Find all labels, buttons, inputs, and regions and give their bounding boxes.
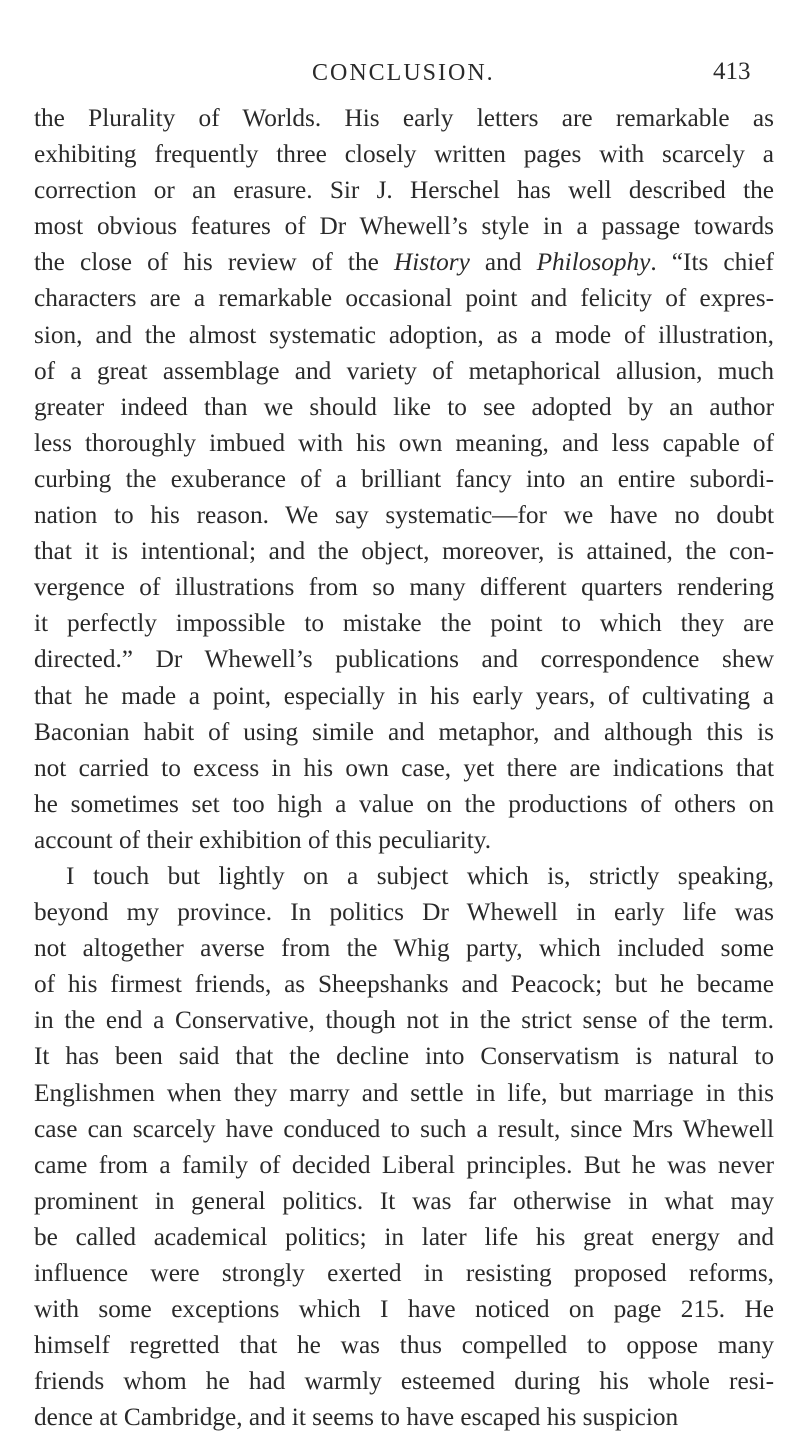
text-line: the Plurality of Worlds. His early letters are remarkable as bbox=[34, 104, 774, 132]
text-line: in the end a Conservative, though not in the strict sense of the term. bbox=[34, 1006, 774, 1035]
text-line: Englishmen when they marry and settle in life, but marriage in this bbox=[34, 1078, 774, 1107]
text-segment: . “Its chief bbox=[650, 248, 774, 277]
text-line: correction or an erasure. Sir J. Herschel has well described the bbox=[34, 176, 774, 205]
text-line: he sometimes set too high a value on the productions of others on bbox=[34, 789, 774, 818]
text-line: came from a family of decided Liberal principles. But he was never bbox=[34, 1150, 774, 1179]
text-line: of his firmest friends, as Sheepshanks and Peacock; but he became bbox=[34, 970, 774, 999]
text-line: with some exceptions which I have noticed on page 215. He bbox=[34, 1295, 774, 1324]
text-line: not carried to excess in his own case, yet there are indications that bbox=[34, 753, 774, 782]
text-line: nation to his reason. We say systematic—for we have no doubt bbox=[34, 501, 774, 530]
text-line: himself regretted that he was thus compelled to oppose many bbox=[34, 1331, 774, 1360]
text-line: prominent in general politics. It was far otherwise in what may bbox=[34, 1186, 774, 1215]
text-line: case can scarcely have conduced to such a result, since Mrs Whewell bbox=[34, 1114, 774, 1143]
text-line: exhibiting frequently three closely written pages with scarcely a bbox=[34, 140, 774, 169]
text-line: account of their exhibition of this peculiarity. bbox=[34, 825, 492, 854]
running-title: CONCLUSION. bbox=[312, 60, 495, 86]
text-line: I touch but lightly on a subject which is, strictly speaking, bbox=[66, 861, 774, 890]
text-line: dence at Cambridge, and it seems to have escaped his suspicion bbox=[34, 1403, 679, 1432]
text-line: curbing the exuberance of a brilliant fancy into an entire subordi- bbox=[34, 464, 774, 493]
text-line: not altogether averse from the Whig party, which included some bbox=[34, 934, 774, 963]
text-line: of a great assemblage and variety of metaphorical allusion, much bbox=[34, 356, 774, 385]
text-segment: the close of his review of the bbox=[34, 248, 394, 277]
text-line: sion, and the almost systematic adoption, as a mode of illustration, bbox=[34, 320, 774, 349]
text-line: less thoroughly imbued with his own meaning, and less capable of bbox=[34, 428, 774, 457]
text-line: beyond my province. In politics Dr Whewell in early life was bbox=[34, 898, 774, 927]
text-line: vergence of illustrations from so many different quarters rendering bbox=[34, 573, 774, 602]
text-line: Baconian habit of using simile and metaphor, and although this is bbox=[34, 717, 774, 746]
text-line: it perfectly impossible to mistake the point to which they are bbox=[34, 609, 774, 638]
italic-title: Philosophy bbox=[536, 248, 651, 277]
page-number: 413 bbox=[713, 58, 751, 85]
text-line: be called academical politics; in later life his great energy and bbox=[34, 1222, 774, 1251]
text-line: greater indeed than we should like to see adopted by an author bbox=[34, 392, 774, 421]
text-segment: and bbox=[469, 248, 537, 277]
body-text bbox=[34, 100, 774, 1435]
text-line: most obvious features of Dr Whewell’s style in a passage towards bbox=[34, 212, 774, 241]
text-line: directed.” Dr Whewell’s publications and correspondence shew bbox=[34, 645, 774, 674]
running-head bbox=[0, 50, 800, 90]
text-line: It has been said that the decline into Conservatism is natural to bbox=[34, 1042, 774, 1071]
text-line: that it is intentional; and the object, moreover, is attained, the con- bbox=[34, 537, 774, 566]
text-line: friends whom he had warmly esteemed during his whole resi- bbox=[34, 1367, 774, 1396]
text-line: characters are a remarkable occasional point and felicity of expres- bbox=[34, 284, 774, 313]
text-line: influence were strongly exerted in resisting proposed reforms, bbox=[34, 1259, 774, 1287]
text-line: that he made a point, especially in his early years, of cultivating a bbox=[34, 681, 774, 710]
text-line bbox=[34, 244, 774, 280]
italic-title: History bbox=[393, 248, 470, 277]
